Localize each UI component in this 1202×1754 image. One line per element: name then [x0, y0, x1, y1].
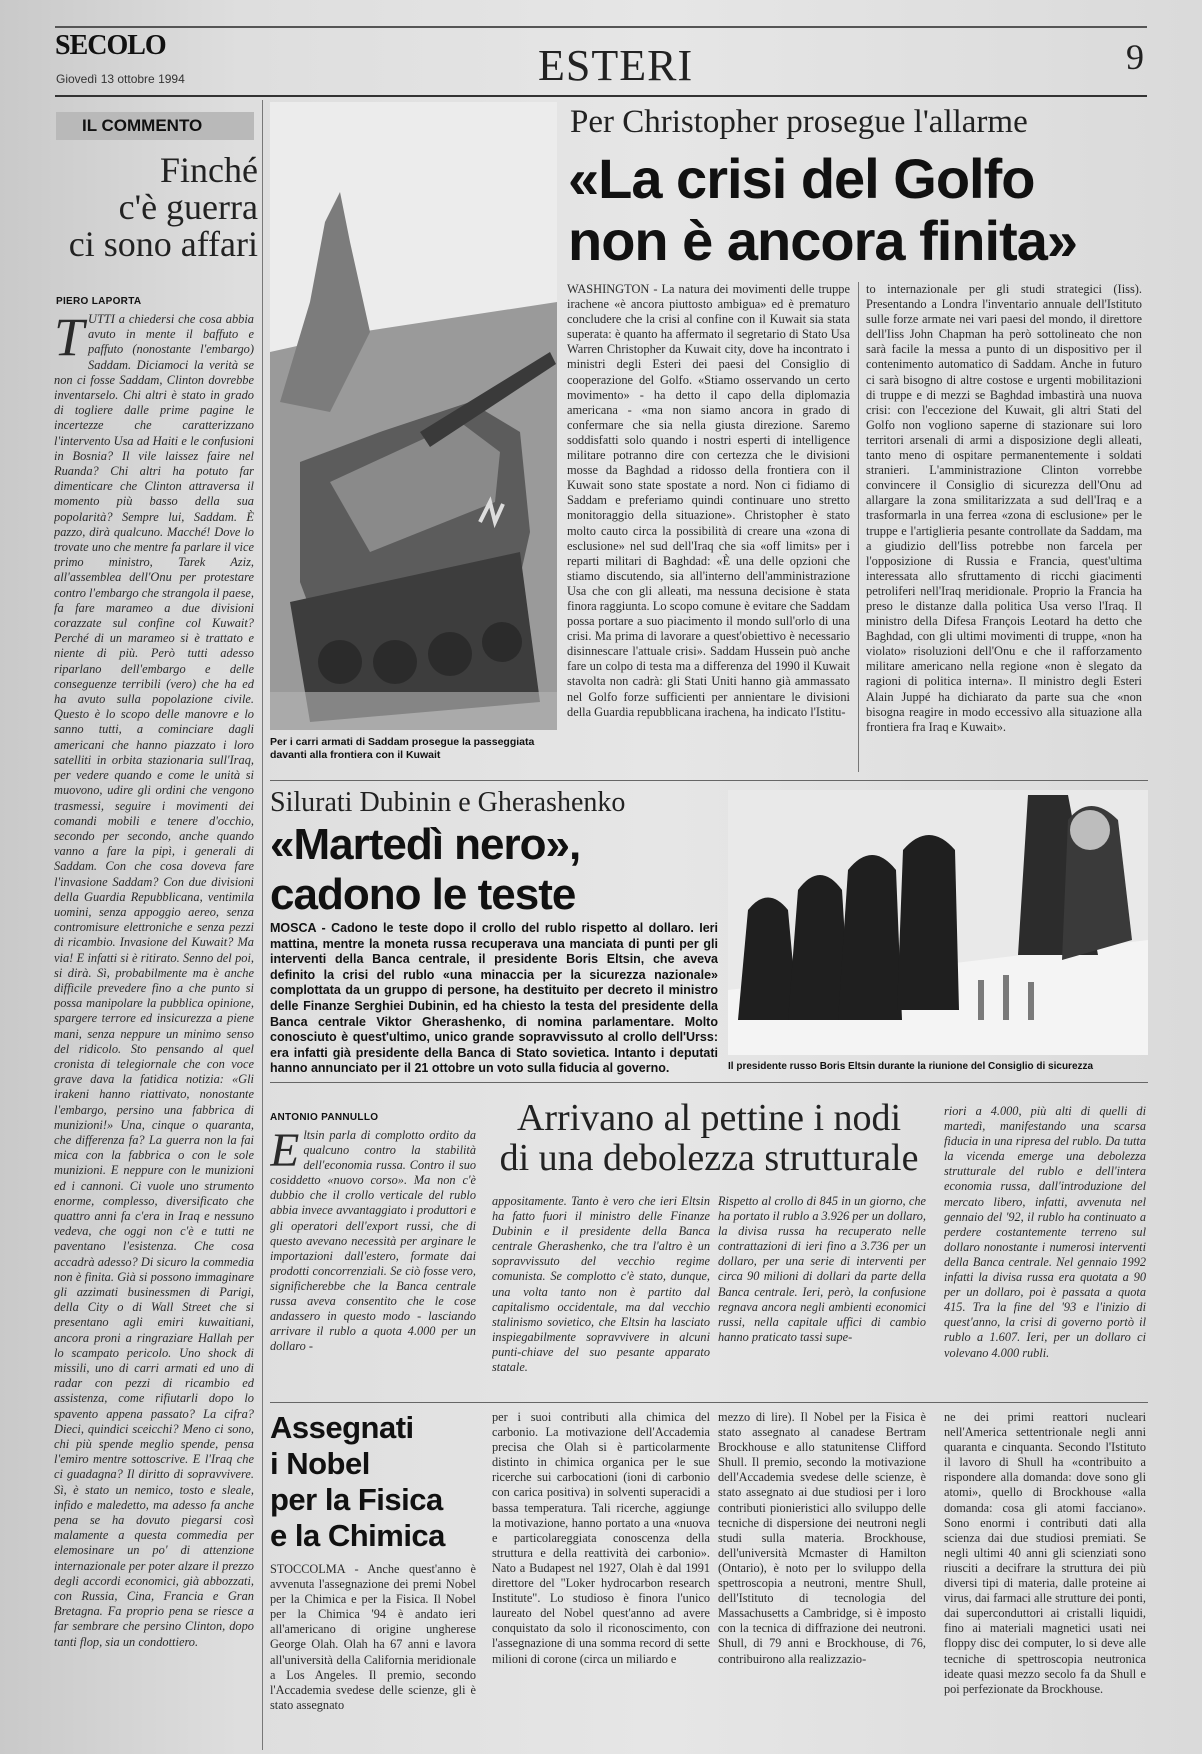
- nodi-headline-line: di una debolezza strutturale: [499, 1137, 919, 1179]
- nobel-headline-line: Assegnati: [270, 1410, 414, 1445]
- nodi-headline-line: Arrivano al pettine i nodi: [516, 1097, 902, 1139]
- nodi-bottom-rule: [270, 1402, 1148, 1403]
- page-number: 9: [1126, 37, 1144, 77]
- tank-illustration: [270, 102, 557, 730]
- commento-title: [54, 152, 258, 263]
- golfo-column-divider: [858, 282, 859, 772]
- nodi-headline: [486, 1098, 932, 1178]
- golfo-headline-line: non è ancora finita»: [568, 209, 1077, 272]
- commento-body: [54, 312, 254, 1748]
- mosca-headline: [270, 820, 580, 920]
- commento-label: IL COMMENTO: [82, 116, 203, 135]
- golfo-column-1: WASHINGTON - La natura dei movimenti delle truppe irachene «è ancora piuttosto ambigua» ed è prematuro concludere che la crisi al confine con il Kuwait sia stata superata: è quanto ha affermato il segretario di Stato Usa Warren Christopher da Kuwait city, dove ha incontrato i ministri degli Esteri dei paesi del Consiglio di cooperazione del Golfo. «Stiamo osservando un certo movimento» - ha detto il capo della diplomazia americana - «ma non siamo ancora in grado di confermare che sia nella giusta direzione. Saremo soddisfatti solo quando i nostri esperti di intelligence militare potranno dire con certezza che le divisioni mosse da Baghdad a ridosso della frontiera con il Kuwait sono state spostate a nord. Non ci fidiamo di Saddam e preferiamo quindi continuare uno stretto monitoraggio della situazione». Christopher è stato molto cauto circa la possibilità di creare una «zona di esclusione» nel sud dell'Iraq che sia «off limits» per i reparti militari di Baghdad: «È una delle opzioni che stiamo discutendo, sia all'interno dell'amministrazione Usa che con gli alleati, ma nessuna decisione è stata finora raggiunta. Lo scopo comune è evitare che Saddam possa portare a suo piacimento il mondo sull'orlo di una crisi. Ma prima di lavorare a quest'obiettivo è necessario disinnescare l'attuale crisi». Saddam Hussein può anche fare un colpo di testa ma a differenza del 1990 il Kuwait stavolta non cadrà: gli Stati Uniti hanno già ammassato nel Golfo forze sufficienti per annientare le divisioni della Guardia repubblicana irachena, ha indicato l'Istitu-: [567, 282, 850, 719]
- golfo-column-2: to internazionale per gli studi strategici (Iiss). Presentando a Londra l'inventario annuale dell'Istituto sulle forze armate nei vari paesi del mondo, il direttore dell'Iiss John Chapman ha però sottolineato che non sarà facile la messa a punto di un dispositivo per il contenimento automatico di Saddam. Anche in futuro ci sarà bisogno di altre costose e urgenti mobilitazioni di truppe e di mezzi se Baghdad imbastirà una nuova crisi: con l'eccezione del Kuwait, gli altri Stati del Golfo non vogliono saperne di stazionare sui loro territori arsenali di armi a disposizione degli alleati, tanto meno di ospitare permanentemente i soldati stranieri. L'amministrazione Clinton vorrebbe convincere il Consiglio di sicurezza dell'Onu ad allargare la zona smilitarizzata a sud dell'Iraq e a trasformarla in una ferrea «zona di esclusione» per le truppe e l'artiglieria pesante controllate da Saddam, ma a giudizio dell'Iiss potrebbe non farcela per l'opposizione di Russia e Francia, quest'ultima interessata allo sfruttamento di ricchi giacimenti petroliferi nell'Iraq meridionale. Proprio la Francia ha preso le distanze dalla politica Usa verso l'Iraq. Il ministro della Difesa François Leotard ha detto che Baghdad, con gli ultimi movimenti di truppe, «non ha violato» risoluzioni dell'Onu e che il rafforzamento militare americano nella regione «non è slegato da ragioni di politica interna». Il ministro degli Esteri Alain Juppé ha dichiarato da parte sua che «non bisogna reagire in modo eccessivo alla situazione alla frontiera fra Iraq e Kuwait».: [866, 282, 1142, 734]
- nodi-byline: ANTONIO PANNULLO: [270, 1112, 379, 1123]
- left-column-divider: [262, 100, 263, 1750]
- mosca-lead: MOSCA - Cadono le teste dopo il crollo del rublo rispetto al dollaro. Ieri mattina, mentre la moneta russa recuperava una manciata di punti per gli interventi della Banca centrale, il presidente Boris Eltsin, che aveva definito la crisi del rublo «una minaccia per la sicurezza nazionale» complottata da un gruppo di persone, ha destituito per decreto il ministro delle Finanze Serghiei Dubinin, ed ha chiesto la testa del presidente della Banca centrale Viktor Gherashenko, di nomina parlamentare. Molto conosciuto è quest'ultimo, unico grande sopravvissuto al crollo dell'Urss: era infatti già presidente della Banca di Stato sovietica. Intanto i deputati hanno annunciato per il 21 ottobre un voto sulla fiducia al governo.: [270, 921, 718, 1076]
- nodi-column-3: Rispetto al crollo di 845 in un giorno, che ha portato il rublo a 3.926 per un dollaro, la divisa russa ha recuperato nelle contrattazioni di ieri fino a 3.736 per un dollaro, per una serie di interventi per circa 90 milioni di dollari da parte della Banca centrale. Ieri, però, la confusione regnava ancora negli ambienti economici russi, nella capitale uffici di cambio hanno praticato tassi supe-: [718, 1194, 926, 1344]
- tank-photo: [270, 102, 557, 730]
- nobel-headline-line: per la Fisica: [270, 1482, 443, 1517]
- nobel-column-1: STOCCOLMA - Anche quest'anno è avvenuta l'assegnazione dei premi Nobel per la Chimica e per la Fisica. Il Nobel per la Chimica '94 è andato ieri all'americano di origine ungherese George Olah. Olah ha 67 anni e lavora all'università della California meridionale a Los Angeles. Il premio, secondo l'Accademia svedese delle scienze, gli è stato assegnato: [270, 1562, 476, 1712]
- golfo-kicker: Per Christopher prosegue l'allarme: [570, 104, 1028, 140]
- nobel-headline: [270, 1410, 445, 1554]
- nobel-column-4: ne dei primi reattori nucleari nell'America settentrionale negli anni quaranta e cinquanta. Secondo l'Istituto il lavoro di Shull ha «contribuito a rispondere alla domanda: dove sono gli atomi», quello di Brockhouse «alla domanda: cosa gli atomi facciano». Sono enormi i contributi dati alla scienza dai due studiosi premiati. Se negli ultimi 40 anni gli scienziati sono riusciti a decifrare la struttura dei più diversi tipi di materia, dalle proteine ai virus, dai farmaci alle strutture dei ponti, dai superconduttori ai cristalli liquidi, fino ai materiali magnetici usati nei floppy disc dei computer, lo si deve alle tecniche di spettroscopia neutronica ideate quasi mezzo secolo fa da Shull e poi perfezionate da Brockhouse.: [944, 1410, 1146, 1696]
- golfo-bottom-rule: [270, 780, 1148, 781]
- commento-title-line: Finché: [160, 150, 258, 190]
- nodi-column-2: appositamente. Tanto è vero che ieri Eltsin ha fatto fuori il ministro delle Finanze Dubinin e il presidente della Banca centrale Gherashenko, che tra l'altro è un sopravvissuto del vecchio regime comunista. Se complotto c'è stato, dunque, una volta tanto non è partito dal capitalismo occidentale, ma dal vecchio stalinismo sovietico, che Eltsin ha lasciato inspiegabilmente sopravvivere in alcuni punti-chiave del suo pesante apparato statale.: [492, 1194, 710, 1375]
- mosca-bottom-rule: [270, 1082, 1148, 1083]
- newspaper-logo: SECOLO: [55, 30, 166, 61]
- issue-date: Giovedì 13 ottobre 1994: [56, 72, 185, 86]
- golfo-headline: [568, 148, 1077, 272]
- nodi-column-1: [270, 1128, 476, 1400]
- nobel-column-2: per i suoi contributi alla chimica del carbonio. La motivazione dell'Accademia precisa che Olah si è particolarmente distinto in chimica organica per le sue ricerche sui carbocationi (ioni di carbonio con carica positiva) in solventi superacidi a bassa temperatura. Tali ricerche, aggiunge la motivazione, hanno portato a una «nuova e particolareggiata conoscenza della struttura e della reattività dei carbonio». Nato a Budapest nel 1927, Olah è dal 1991 direttore del "Loker hydrocarbon research Institute". Lo studioso è finora l'unico laureato del Nobel quest'anno ad avere conquistato da solo il riconoscimento, con l'assegnazione di una somma record di sette milioni di corone (circa un miliardo e: [492, 1410, 710, 1666]
- masthead-bottom-rule: [55, 95, 1147, 97]
- nobel-headline-line: e la Chimica: [270, 1518, 445, 1553]
- mosca-kicker: Silurati Dubinin e Gherashenko: [270, 787, 626, 818]
- section-title: ESTERI: [538, 41, 694, 90]
- eltsin-photo: [728, 790, 1148, 1055]
- commento-title-line: ci sono affari: [68, 224, 258, 264]
- commento-text: UTTI a chiedersi che cosa abbia avuto in mente il baffuto e paffuto (nonostante l'embargo) Saddam. Diciamoci la verità se non ci fosse Saddam, Clinton dovrebbe inventarselo. Chi altri è stato in grado di togliere dalle prime pagine le incertezze che caratterizzano l'intervento Usa ad Haiti e le confusioni in Bosnia? Il vile laissez faire nel Ruanda? Chi altri ha potuto far dimenticare che Clinton attraversa il momento più basso della sua popolarità? Sempre lui, Saddam. È pazzo, dirà qualcuno. Macché! Dove lo trovate uno che mentre fa parlare il vice primo ministro, Tarek Aziz, all'assemblea dell'Onu per protestare contro l'embargo che strangola il paese, fa fare marameo a due divisioni corazzate sul confine col Kuwait? Perché di un marameo si è trattato e niente di più. Però tutti adesso riparlano dell'embargo e delle conseguenze terribili (vero) che ha ed ha avuto sulla popolazione civile. Questo è lo scopo delle manovre e lo sanno tutti, a cominciare dagli americani che hanno piazzato i loro satelliti in orbita stazionaria sull'Iraq, per vedere quando e come le unità si muovono, udire gli ordini che vengono trasmessi, seguire i movimenti dei comandi mobili e tenere d'occhio, secondo per secondo, anche quando vanno a fare la pipì, i generali di Saddam. Con che cosa doveva fare l'invasione Saddam? Con due divisioni della Guardia Repubblicana, ventimila uomini, senza appoggio aereo, senza contromisure elettroniche e senza pezzi di ricambio. Invasione del Kuwait? Ma via! E infatti si è ritirato. Senno del poi, si dirà. Sì, probabilmente ma è anche difficile prevedere fino a che punto si possa manipolare la pubblica opinione, spargere terrore ed insicurezza a piene mani, senza neppure un minimo senso del ridicolo. Sto pensando al quel cronista di telegiornale che con voce grave dava la fatidica notizia: «Gli irakeni hanno riattivato, nonostante l'embargo, persino una fabbrica di munizioni!» Una, cinque o quaranta, che differenza fa? La guerra non la fai mica con la fabbrica o con le sole munizioni. E neppure con le munizioni ed i cannoni. Ci vuole uno strumento enorme, complesso, diversificato che quattro anni fa c'era in Iraq e nessuno vedeva, che oggi non c'è e tutti ne paventano l'esistenza. Che cosa accadrà adesso? Di sicuro la commedia non è finita. Già si possono immaginare gli azzimati businessmen di Parigi, della City o di Wall Street che si presentano agli emiri kuwaitiani, ancora proni a ringraziare Hallah per lo scampato pericolo. Uno shock di missili, uno di carri armati ed uno di radar con pezzi di ricambio ed assistenza, come rifiutarli dopo lo spavento appena passato? La cifra? Dieci, quindici sceicchi? Meno ci sono, chi più spende meglio spende, pensa l'emiro mentre sottoscrive. E l'Iraq che ci guadagna? Il diritto di sopravvivere. Sì, è stato un nemico, tosto e sleale, infido e maledetto, ma adesso fa anche pena se ha dovuto piegarsi così malamente a questa commedia per elemosinare un po' di attenzione internazionale per poter alzare il prezzo degli accordi economici, già abbozzati, con Russia, Cina, Francia e Gran Bretagna. Fa proprio pena se riesce a far sembrare che persino Clinton, dopo tanti flop, sia un condottiero.: [54, 312, 254, 1649]
- commento-title-line: c'è guerra: [118, 187, 258, 227]
- mosca-headline-line: «Martedì nero»,: [270, 820, 581, 869]
- tank-photo-caption: Per i carri armati di Saddam prosegue la passeggiata davanti alla frontiera con il Kuwait: [270, 736, 535, 761]
- nodi-dropcap: E: [270, 1128, 300, 1177]
- eltsin-photo-caption: Il presidente russo Boris Eltsin durante la riunione del Consiglio di sicurezza: [728, 1061, 1094, 1072]
- masthead-rule: [55, 26, 1147, 28]
- mosca-headline-line: cadono le teste: [270, 870, 576, 919]
- commento-dropcap: T: [54, 312, 85, 367]
- nobel-column-3: mezzo di lire). Il Nobel per la Fisica è stato assegnato al canadese Bertram Brockhouse e allo statunitense Clifford Shull. Il premio, secondo la motivazione dell'Accademia svedese delle scienze, è stato assegnato ai due studiosi per i loro contributi pionieristici allo sviluppo delle tecniche di dispersione dei neutroni negli studi sulla materia. Brockhouse, dell'università Mcmaster di Hamilton (Ontario), è noto per lo sviluppo della spettroscopia a neutroni, mentre Shull, dell'Istituto di tecnologia del Massachusetts a Cambridge, si è imposto con la tecnica di diffrazione dei neutroni. Shull, di 79 anni e Brockhouse, di 76, contribuirono alla realizzazio-: [718, 1410, 926, 1666]
- golfo-headline-line: «La crisi del Golfo: [568, 147, 1035, 210]
- nodi-text: ltsin parla di complotto ordito da qualcuno contro la stabilità dell'economia russa. Contro il suo cosiddetto «nuovo corso». Ma non c'è dubbio che il crollo verticale del rublo abbia invece avvantaggiato i produttori e gli operatori dell'export russi, che di questo avevano necessità per arginare le importazioni dall'estero, formate dai prodotti concorrenziali. Se ciò fosse vero, significherebbe che la Banca centrale russa aveva consentito che le cose andassero in questo modo - lasciando arrivare il rublo a quota 4.000 per un dollaro -: [270, 1128, 476, 1354]
- nodi-column-4: riori a 4.000, più alti di quelli di martedì, manifestando una scarsa fiducia in una ripresa del rublo. Da tutta la vicenda emerge una debolezza strutturale del rublo e dell'intera economia russa, dall'introduzione del mercato libero, infatti, avvenuta nel gennaio del '92, il rublo ha continuato a perdere costantemente terreno sul dollaro nonostante i numerosi interventi della Banca centrale. Nel gennaio 1992 infatti la divisa russa era quotata a 90 per un dollaro, poi è passata a quota 415. Tra la fine del '93 e l'inizio di quest'anno, la crisi di governo portò il rublo a 1.607. Ieri, per un dollaro ci volevano 4.000 rubli.: [944, 1104, 1146, 1360]
- eltsin-meeting-illustration: [728, 790, 1148, 1055]
- nobel-headline-line: i Nobel: [270, 1446, 370, 1481]
- commento-byline: PIERO LAPORTA: [56, 296, 142, 307]
